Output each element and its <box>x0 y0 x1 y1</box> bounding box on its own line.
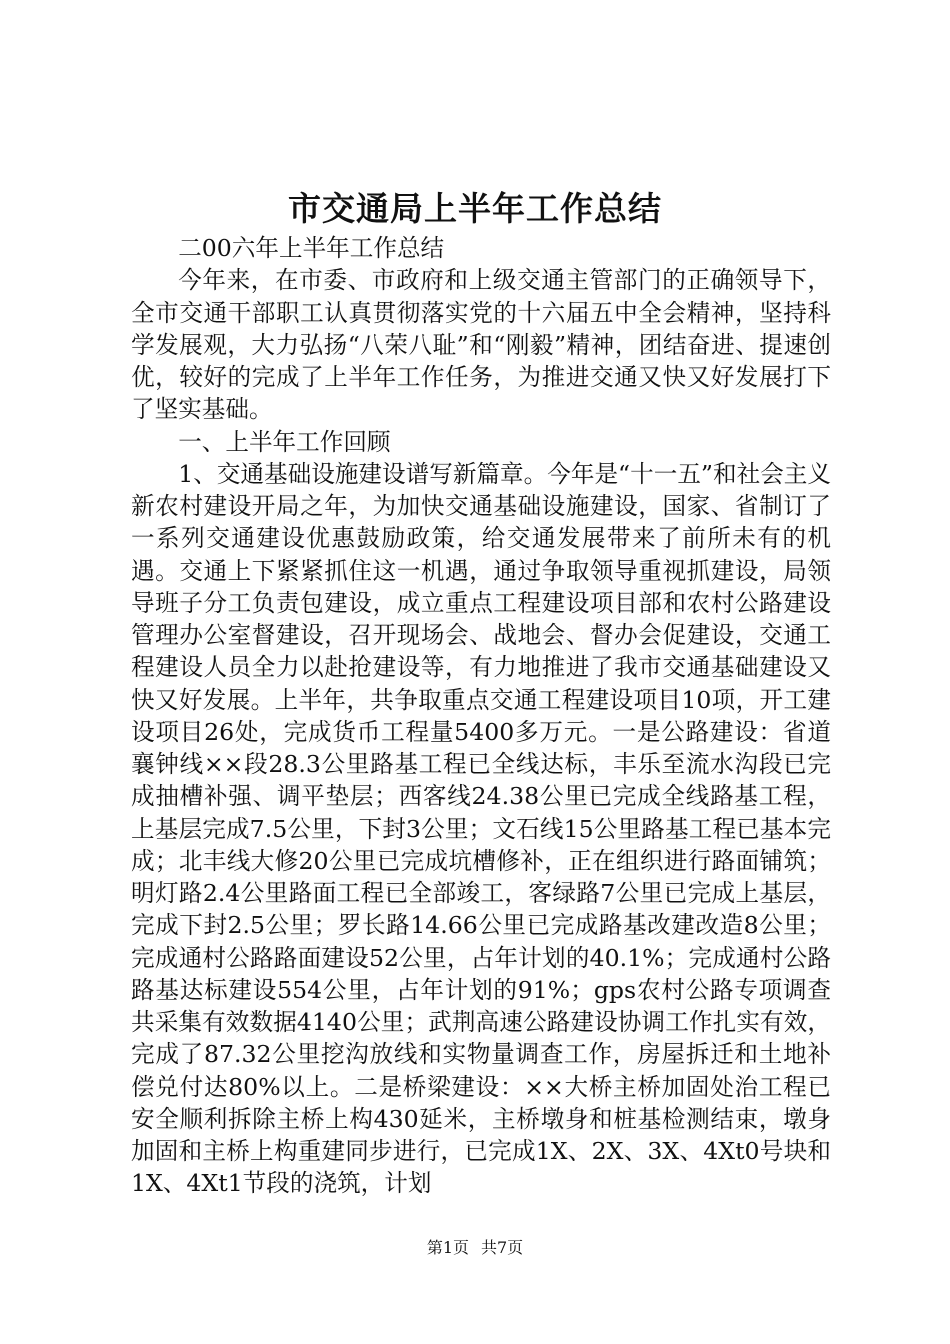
section-heading: 一、上半年工作回顾 <box>178 427 391 456</box>
body-paragraph: 1、交通基础设施建设谱写新篇章。今年是“十一五”和社会主义新农村建设开局之年，为加快交通基础设施建设，国家、省制订了一系列交通建设优惠鼓励政策，给交通发展带来了前所未有的机遇。交通上下紧紧抓住这一机遇，通过争取领导重视抓建设，局领导班子分工负责包建设，成立重点工程建设项目部和农村公路建设管理办公室督建设，召开现场会、战地会、督办会促建设，交通工程建设人员全力以赴抢建设等，有力地推进了我市交通基础建设又快又好发展。上半年，共争取重点交通工程建设项目10项，开工建设项目26处，完成货币工程量5400多万元。一是公路建设：省道襄钟线××段28.3公里路基工程已全线达标，丰乐至流水沟段已完成抽槽补强、调平垫层；西客线24.38公里已完成全线路基工程，上基层完成7.5公里，下封3公里；文石线15公里路基工程已基本完成；北丰线大修20公里已完成坑槽修补，正在组织进行路面铺筑；明灯路2.4公里路面工程已全部竣工，客绿路7公里已完成上基层，完成下封2.5公里；罗长路14.66公里已完成路基改建改造8公里；完成通村公路路面建设52公里，占年计划的40.1%；完成通村公路路基达标建设554公里，占年计划的91%；gps农村公路专项调查共采集有效数据4140公里；武荆高速公路建设协调工作扎实有效，完成了87.32公里挖沟放线和实物量调查工作，房屋拆迁和土地补偿兑付达80%以上。二是桥梁建设：××大桥主桥加固处治工程已安全顺利拆除主桥上构430延米，主桥墩身和桩基检测结束，墩身加固和主桥上构重建同步进行，已完成1X、2X、3X、4Xt0号块和1X、4Xt1节段的浇筑，计划 <box>131 459 831 1198</box>
page-footer <box>0 1238 950 1258</box>
page-total: 共7页 <box>481 1238 524 1257</box>
document-body <box>131 232 831 1200</box>
page-number: 第1页 <box>426 1238 469 1257</box>
document-title: 市交通局上半年工作总结 <box>288 189 662 228</box>
subtitle-paragraph: 二00六年上半年工作总结 <box>178 234 445 262</box>
intro-paragraph: 今年来，在市委、市政府和上级交通主管部门的正确领导下，全市交通干部职工认真贯彻落实党的十六届五中全会精神，坚持科学发展观，大力弘扬“八荣八耻”和“刚毅”精神，团结奋进、提速创优，较好的完成了上半年工作任务，为推进交通又快又好发展打下了坚实基础。 <box>131 266 831 424</box>
